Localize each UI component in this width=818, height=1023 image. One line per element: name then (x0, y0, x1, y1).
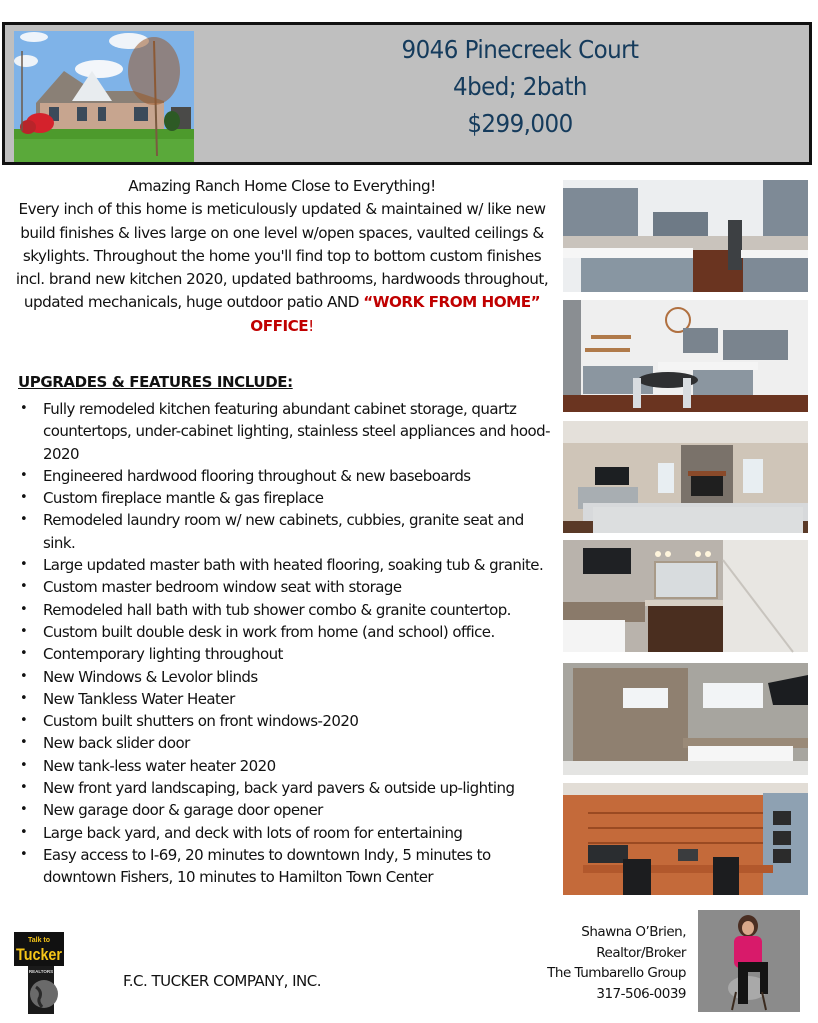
feature-text: New Tankless Water Heater (43, 689, 235, 708)
bullet-icon: • (20, 490, 28, 506)
feature-item (18, 576, 558, 598)
feature-text: Custom master bedroom window seat with storage (43, 578, 402, 597)
feature-text: Fully remodeled kitchen featuring abundant cabinet storage, quartz countertops, under-cabinet lighting, stainless steel appliances and hood-2020 (43, 400, 550, 463)
feature-item (18, 755, 558, 777)
feature-item (18, 822, 558, 844)
house-exterior-photo (14, 31, 194, 162)
bullet-icon: • (20, 646, 28, 662)
description-highlight: “WORK FROM HOME” OFFICE (250, 293, 541, 335)
agent-group: The Tumbarello Group (547, 965, 686, 981)
feature-item (18, 509, 558, 554)
bullet-icon: • (20, 557, 28, 573)
feature-text: New Windows & Levolor blinds (43, 667, 258, 686)
feature-text: New front yard landscaping, back yard pavers & outside up-lighting (43, 779, 515, 798)
feature-item (18, 666, 558, 688)
feature-item (18, 465, 558, 487)
agent-phone[interactable]: 317-506-0039 (596, 985, 686, 1002)
living-room-photo (563, 421, 808, 533)
agent-info (547, 922, 686, 1004)
master-bath-vanity-photo (563, 540, 808, 652)
feature-text: Custom built double desk in work from home (and school) office. (43, 622, 495, 641)
feature-item (18, 599, 558, 621)
feature-item (18, 732, 558, 754)
feature-item (18, 688, 558, 710)
listing-address: 9046 Pinecreek Court (401, 35, 639, 64)
feature-text: Custom built shutters on front windows-2020 (43, 712, 359, 731)
bullet-icon: • (20, 601, 28, 617)
tucker-realtors-logo (14, 932, 64, 1014)
bullet-icon: • (20, 780, 28, 796)
description-text: Every inch of this home is meticulously updated & maintained w/ like new build finishes & lives large on one level w/open spaces, vaulted ceilings & skylights. Throughout the home you'll find top to bottom custom finishes incl. brand new kitchen 2020, updated bathrooms, hardwoods throughout, updated mechanicals, huge outdoor patio AND (15, 200, 549, 312)
feature-text: Custom fireplace mantle & gas fireplace (43, 489, 324, 508)
features-list (18, 398, 558, 889)
svg-text:REALTORS: REALTORS (28, 969, 54, 974)
listing-beds-baths: 4bed; 2bath (453, 72, 587, 101)
feature-item (18, 554, 558, 576)
master-bath-shower-photo (563, 663, 808, 775)
description-exclamation: ! (308, 316, 314, 335)
listing-summary (322, 31, 718, 142)
feature-text: New garage door & garage door opener (43, 801, 323, 820)
bullet-icon: • (20, 735, 28, 751)
listing-description (8, 175, 556, 338)
feature-text: Remodeled hall bath with tub shower combo & granite countertop. (43, 600, 511, 619)
bullet-icon: • (20, 824, 28, 840)
bullet-icon: • (20, 623, 28, 639)
bullet-icon: • (20, 579, 28, 595)
feature-item (18, 643, 558, 665)
feature-text: Large back yard, and deck with lots of room for entertaining (43, 823, 463, 842)
feature-item (18, 844, 558, 889)
feature-item (18, 398, 558, 465)
bullet-icon: • (20, 846, 28, 862)
feature-item (18, 710, 558, 732)
feature-text: New back slider door (43, 734, 190, 753)
bullet-icon: • (20, 668, 28, 684)
bullet-icon: • (20, 467, 28, 483)
feature-item (18, 799, 558, 821)
description-body (8, 198, 556, 338)
agent-title: Realtor/Broker (596, 944, 686, 961)
svg-text:Tucker: Tucker (16, 945, 63, 964)
feature-text: New tank-less water heater 2020 (43, 756, 276, 775)
bullet-icon: • (20, 757, 28, 773)
feature-text: Engineered hardwood flooring throughout & new baseboards (43, 466, 471, 485)
agent-name: Shawna O’Brien, (581, 924, 686, 940)
feature-text: Remodeled laundry room w/ new cabinets, cubbies, granite seat and sink. (43, 511, 524, 552)
kitchen-photo (563, 180, 808, 292)
listing-price: $299,000 (467, 109, 573, 138)
bullet-icon: • (20, 713, 28, 729)
features-heading: UPGRADES & FEATURES INCLUDE: (18, 373, 293, 391)
home-office-photo (563, 783, 808, 895)
feature-text: Large updated master bath with heated flooring, soaking tub & granite. (43, 556, 544, 575)
feature-text: Contemporary lighting throughout (43, 645, 283, 664)
agent-photo (698, 910, 800, 1012)
feature-text: Easy access to I-69, 20 minutes to downtown Indy, 5 minutes to downtown Fishers, 10 minutes to Hamilton Town Center (43, 845, 491, 887)
svg-text:Talk to: Talk to (27, 937, 51, 944)
bullet-icon: • (20, 401, 28, 416)
bullet-icon: • (20, 512, 28, 528)
company-name: F.C. TUCKER COMPANY, INC. (123, 972, 321, 990)
feature-item (18, 487, 558, 509)
feature-item (18, 621, 558, 643)
feature-item (18, 777, 558, 799)
bullet-icon: • (20, 802, 28, 818)
listing-header (2, 22, 812, 165)
dining-kitchen-photo (563, 300, 808, 412)
description-title: Amazing Ranch Home Close to Everything! (128, 177, 436, 195)
bullet-icon: • (20, 690, 28, 706)
